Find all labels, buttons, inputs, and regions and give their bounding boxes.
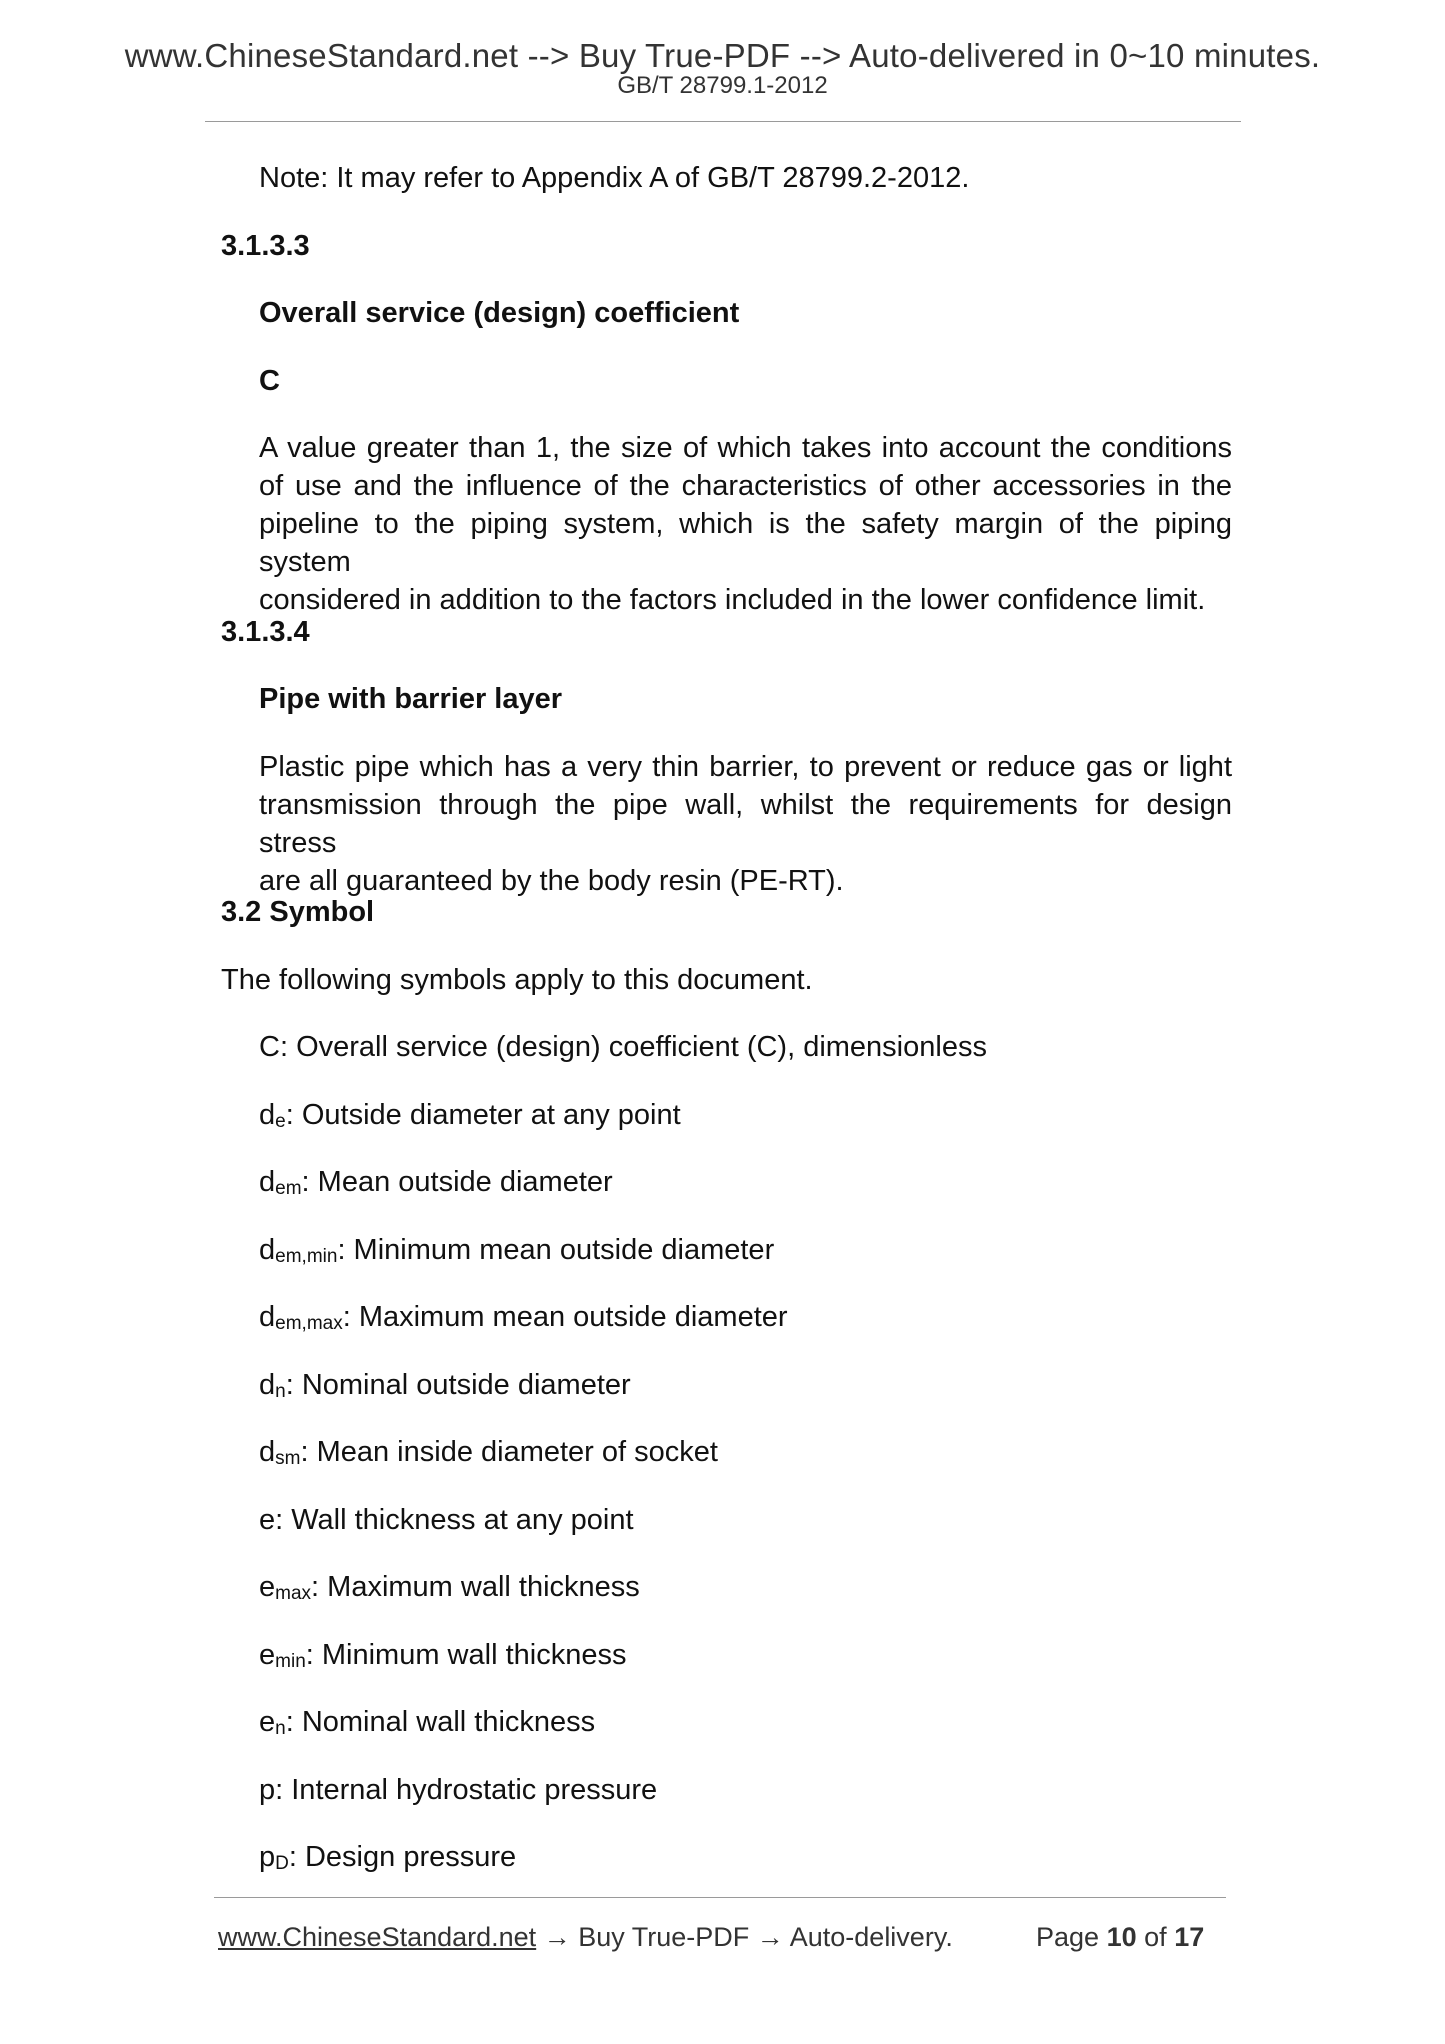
page-label: Page bbox=[1036, 1922, 1100, 1952]
page-current: 10 bbox=[1106, 1922, 1137, 1952]
term-pipe-with-barrier-layer: Pipe with barrier layer bbox=[259, 683, 563, 715]
definition-3134-last-line: are all guaranteed by the body resin (PE-RT). bbox=[259, 865, 844, 897]
symbol-item: $d_e$: Outside diameter at any point bbox=[259, 1099, 681, 1132]
page-total: 17 bbox=[1174, 1922, 1205, 1952]
standard-number: GB/T 28799.1-2012 bbox=[617, 72, 828, 99]
symbol-item: $d_{em,min}$: Minimum mean outside diameter bbox=[259, 1234, 775, 1267]
clause-number-3134: 3.1.3.4 bbox=[221, 616, 310, 648]
page-counter bbox=[1036, 1920, 1204, 1954]
note-text: Note: It may refer to Appendix A of GB/T 28799.2-2012. bbox=[259, 162, 970, 194]
definition-3134 bbox=[259, 748, 1232, 900]
symbol-item: $e_{max}$: Maximum wall thickness bbox=[259, 1571, 640, 1604]
symbol-item: e: Wall thickness at any point bbox=[259, 1504, 634, 1536]
symbol-item: $e_{min}$: Minimum wall thickness bbox=[259, 1639, 627, 1672]
symbol-item: $d_{em}$: Mean outside diameter bbox=[259, 1166, 613, 1199]
top-banner: www.ChineseStandard.net --> Buy True-PDF --> Auto-delivered in 0~10 minutes. bbox=[124, 37, 1321, 74]
symbol-intro: The following symbols apply to this document. bbox=[221, 964, 813, 996]
definition-3134-main: Plastic pipe which has a very thin barrier, to prevent or reduce gas or light transmission through the pipe wall, whilst the requirements for design stress bbox=[259, 751, 1232, 859]
page-of-label: of bbox=[1144, 1922, 1167, 1952]
definition-3133 bbox=[259, 429, 1232, 619]
symbol-item: p: Internal hydrostatic pressure bbox=[259, 1774, 658, 1806]
header-divider bbox=[205, 121, 1241, 122]
symbol-item: C: Overall service (design) coefficient (C), dimensionless bbox=[259, 1031, 987, 1063]
definition-3133-last-line: considered in addition to the factors included in the lower confidence limit. bbox=[259, 584, 1206, 616]
symbol-item: $d_n$: Nominal outside diameter bbox=[259, 1369, 631, 1402]
footer-promo-text: → Buy True-PDF → Auto-delivery. bbox=[536, 1922, 953, 1952]
symbol-item: $d_{sm}$: Mean inside diameter of socket bbox=[259, 1436, 718, 1469]
footer-promo bbox=[218, 1920, 953, 1954]
term-symbol-c: C bbox=[259, 365, 280, 397]
definition-3133-main: A value greater than 1, the size of which takes into account the conditions of use and the influence of the characteristics of other accessories in the pipeline to the piping system, which is the safety margin of the piping system bbox=[259, 432, 1232, 578]
clause-number-3133: 3.1.3.3 bbox=[221, 230, 310, 262]
symbol-item: $e_n$: Nominal wall thickness bbox=[259, 1706, 596, 1739]
symbol-item: $d_{em,max}$: Maximum mean outside diameter bbox=[259, 1301, 788, 1334]
term-overall-service-coefficient: Overall service (design) coefficient bbox=[259, 297, 740, 329]
footer-divider bbox=[214, 1897, 1226, 1898]
footer-site-link[interactable]: www.ChineseStandard.net bbox=[218, 1922, 537, 1952]
symbol-item: $p_D$: Design pressure bbox=[259, 1841, 517, 1874]
section-heading-symbol: 3.2 Symbol bbox=[221, 896, 375, 928]
